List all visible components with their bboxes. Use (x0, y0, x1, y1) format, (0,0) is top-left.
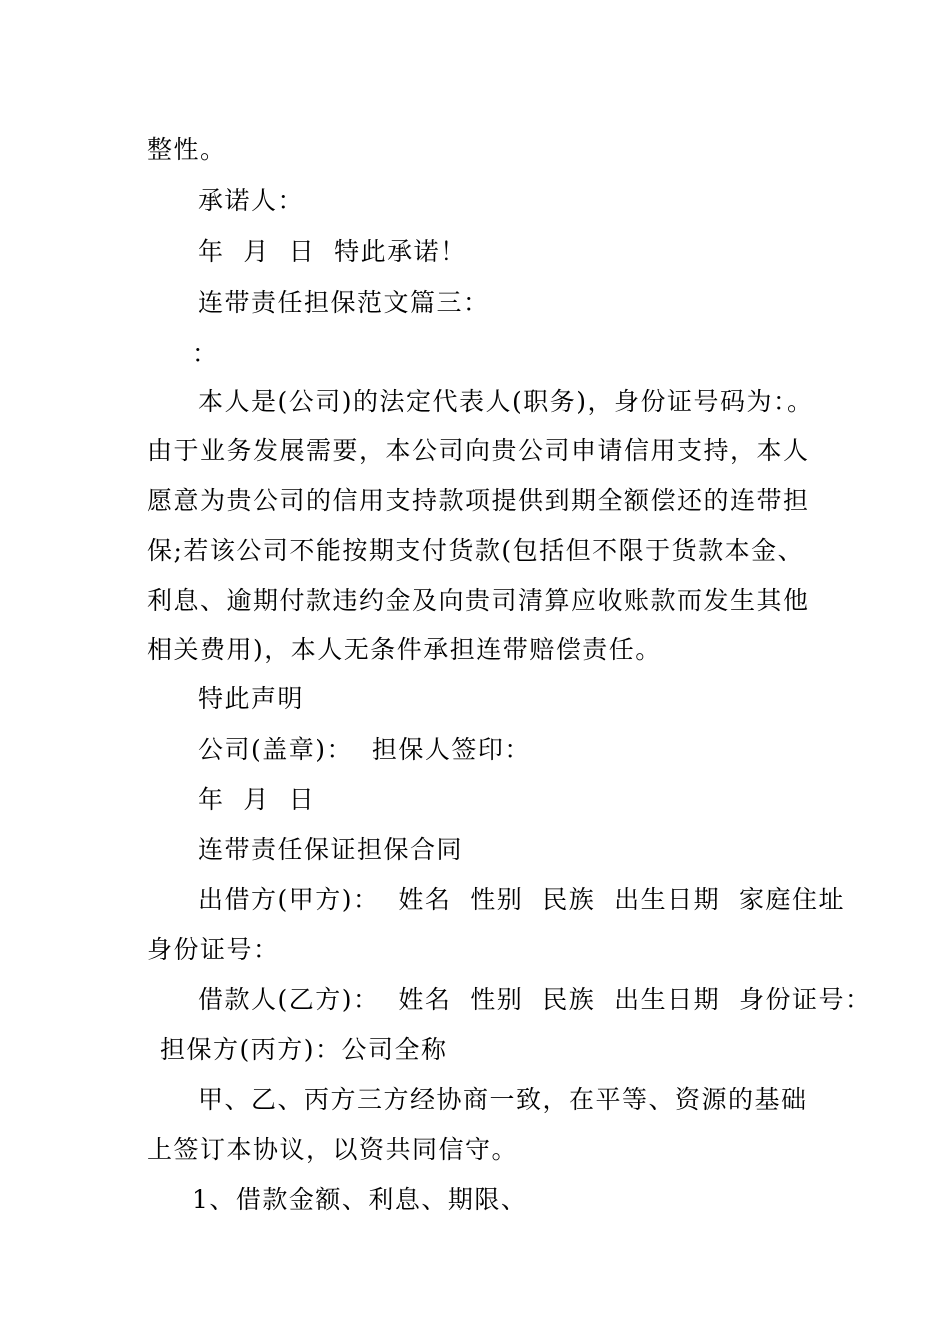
text-line: 公司(盖章)： 担保人签印： (198, 735, 531, 764)
text-line: 由于业务发展需要，本公司向贵公司申请信用支持，本人 (147, 436, 810, 465)
text-line: 1、借款金额、利息、期限、 (192, 1185, 528, 1214)
text-line: 连带责任担保范文篇三： (198, 288, 490, 317)
text-line: 身份证号： (147, 935, 280, 964)
text-line: 整性。 (147, 135, 227, 164)
text-line: 担保方(丙方)：公司全称 (160, 1035, 448, 1064)
text-line: 年 月 日 (198, 785, 316, 814)
text-line: 上签订本协议，以资共同信守。 (147, 1135, 519, 1164)
text-line: 本人是(公司)的法定代表人(职务)，身份证号码为：。 (198, 387, 814, 416)
text-line: ： (192, 339, 219, 368)
text-line: 保;若该公司不能按期支付货款(包括但不限于货款本金、 (147, 536, 805, 565)
text-line: 承诺人： (198, 186, 305, 215)
text-line: 利息、逾期付款违约金及向贵司清算应收账款而发生其他 (147, 586, 810, 615)
text-line: 相关费用)，本人无条件承担连带赔偿责任。 (147, 635, 662, 664)
text-line: 愿意为贵公司的信用支持款项提供到期全额偿还的连带担 (147, 486, 810, 515)
text-line: 借款人(乙方)： 姓名 性别 民族 出生日期 身份证号： (198, 985, 872, 1014)
text-line: 年 月 日 特此承诺！ (198, 237, 467, 266)
text-line: 出借方(甲方)： 姓名 性别 民族 出生日期 家庭住址 (198, 885, 845, 914)
text-line: 甲、乙、丙方三方经协商一致，在平等、资源的基础 (198, 1085, 808, 1114)
text-line: 特此声明 (198, 684, 305, 713)
text-line: 连带责任保证担保合同 (198, 835, 464, 864)
